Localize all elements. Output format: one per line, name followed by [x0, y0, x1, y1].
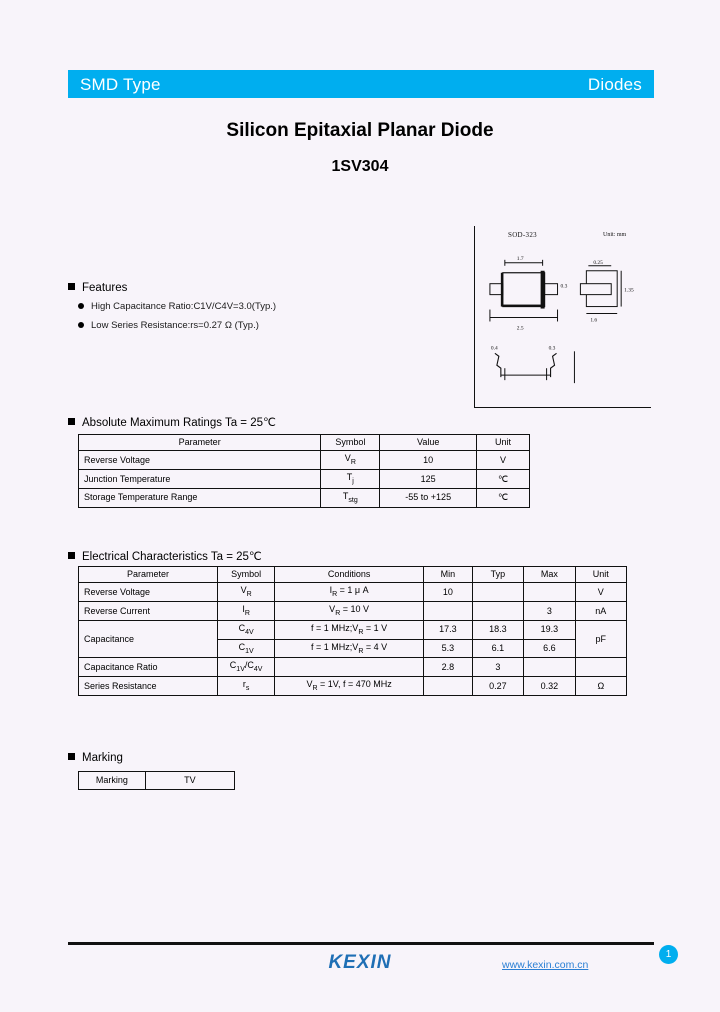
cell-unit: ℃ — [477, 469, 530, 488]
cell-symbol — [218, 620, 275, 639]
table-row — [79, 488, 530, 507]
cell-conditions — [275, 677, 424, 696]
cell-max: 0.32 — [524, 677, 575, 696]
features-heading — [68, 282, 127, 294]
conditions-subscript: R — [358, 628, 364, 636]
feature-text: Low Series Resistance:rs=0.27 Ω (Typ.) — [91, 320, 259, 331]
cell-symbol — [218, 601, 275, 620]
cell-unit: nA — [575, 601, 626, 620]
symbol-subscript: 4V — [245, 628, 254, 636]
conditions-base: f = 1 MHz;V — [311, 622, 359, 633]
electrical-characteristics-table — [78, 566, 627, 696]
marking-heading-label: Marking — [82, 752, 123, 764]
cell-unit — [575, 658, 626, 677]
abs-heading-label: Absolute Maximum Ratings Ta = 25℃ — [82, 417, 276, 429]
cell-min — [424, 677, 473, 696]
cell-parameter: Storage Temperature Range — [79, 488, 321, 507]
cell-symbol — [321, 488, 380, 507]
cell-min: 10 — [424, 583, 473, 602]
bullet-square-icon — [68, 418, 75, 425]
cell-symbol — [218, 658, 275, 677]
table-row — [79, 677, 627, 696]
marking-table — [78, 771, 235, 790]
column-header-typ: Typ — [472, 567, 523, 583]
symbol-subscript-2: 4V — [253, 666, 263, 674]
cell-typ: 3 — [472, 658, 523, 677]
features-heading-label: Features — [82, 282, 128, 294]
package-unit-note: Unit: mm — [603, 232, 627, 238]
bullet-square-icon — [68, 753, 75, 760]
conditions-subscript: R — [358, 647, 364, 655]
conditions-subscript: R — [332, 590, 338, 598]
feature-item — [78, 301, 276, 312]
cell-parameter: Junction Temperature — [79, 469, 321, 488]
table-row — [79, 772, 235, 790]
cell-symbol — [218, 639, 275, 658]
symbol-base: T — [342, 490, 349, 501]
symbol-subscript: 1V — [245, 647, 254, 655]
page-title: Silicon Epitaxial Planar Diode — [226, 120, 494, 141]
column-header-unit: Unit — [477, 435, 530, 451]
website-link[interactable]: www.kexin.com.cn — [502, 959, 589, 971]
cell-parameter: Reverse Voltage — [79, 451, 321, 470]
table-header-row — [79, 567, 627, 583]
header-right-label: Diodes — [587, 74, 642, 94]
table-row — [79, 583, 627, 602]
symbol-base: r — [242, 679, 246, 690]
bullet-square-icon — [68, 283, 75, 290]
package-name: SOD-323 — [508, 231, 537, 239]
cell-min: 17.3 — [424, 620, 473, 639]
cell-value: 10 — [380, 451, 477, 470]
absolute-maximum-ratings-heading — [68, 415, 276, 429]
symbol-base: I — [242, 603, 245, 614]
symbol-subscript: R — [244, 609, 250, 617]
ec-heading-label: Electrical Characteristics Ta = 25℃ — [82, 551, 262, 563]
cell-max — [524, 658, 575, 677]
cell-conditions — [275, 583, 424, 602]
svg-text:0.3: 0.3 — [548, 345, 556, 352]
column-header-parameter: Parameter — [79, 435, 321, 451]
cell-typ — [472, 601, 523, 620]
cell-typ: 0.27 — [472, 677, 523, 696]
cell-unit: V — [477, 451, 530, 470]
column-header-parameter: Parameter — [79, 567, 218, 583]
header-bar — [68, 70, 654, 98]
marking-heading — [68, 752, 123, 764]
svg-text:2.5: 2.5 — [516, 325, 524, 332]
cell-symbol — [218, 583, 275, 602]
feature-item — [78, 320, 259, 331]
cell-parameter: Capacitance Ratio — [79, 658, 218, 677]
cell-parameter: Series Resistance — [79, 677, 218, 696]
cell-typ — [472, 583, 523, 602]
column-header-conditions: Conditions — [275, 567, 424, 583]
symbol-subscript: R — [246, 590, 252, 598]
conditions-rest: = 4 V — [363, 641, 388, 652]
cell-max — [524, 583, 575, 602]
conditions-base: f = 1 MHz;V — [311, 641, 359, 652]
conditions-base: V — [306, 679, 313, 690]
cell-conditions — [275, 620, 424, 639]
column-header-value: Value — [380, 435, 477, 451]
cell-typ: 18.3 — [472, 620, 523, 639]
footer-divider — [68, 942, 654, 945]
cell-min — [424, 601, 473, 620]
package-drawing — [474, 226, 651, 408]
conditions-rest: = 1V, f = 470 MHz — [317, 679, 392, 690]
conditions-base: I — [329, 585, 333, 595]
svg-text:1.35: 1.35 — [624, 287, 634, 294]
cell-marking-label: Marking — [79, 772, 146, 790]
table-row — [79, 658, 627, 677]
electrical-characteristics-heading — [68, 549, 262, 563]
cell-marking-code: TV — [145, 772, 234, 790]
cell-unit: pF — [575, 620, 626, 658]
symbol-subscript: stg — [348, 496, 358, 504]
symbol-subscript: R — [350, 458, 356, 466]
svg-text:1.6: 1.6 — [590, 317, 598, 324]
cell-unit: Ω — [575, 677, 626, 696]
cell-unit: ℃ — [477, 488, 530, 507]
symbol-subscript: 1V — [236, 666, 245, 674]
table-row — [79, 620, 627, 639]
cell-parameter: Capacitance — [79, 620, 218, 658]
svg-text:0.25: 0.25 — [593, 259, 603, 266]
cell-value: -55 to +125 — [380, 488, 477, 507]
conditions-base: V — [329, 603, 336, 614]
cell-min: 2.8 — [424, 658, 473, 677]
symbol-base: C — [229, 660, 237, 671]
cell-conditions — [275, 601, 424, 620]
package-outline-svg — [475, 226, 651, 407]
cell-conditions — [275, 639, 424, 658]
table-row — [79, 469, 530, 488]
company-logo: KEXIN — [328, 952, 392, 973]
symbol-subscript: j — [352, 477, 354, 485]
column-header-max: Max — [524, 567, 575, 583]
page-number-badge: 1 — [659, 945, 678, 964]
conditions-rest: = 1 μ A — [337, 585, 369, 595]
svg-text:1.7: 1.7 — [516, 255, 524, 262]
bullet-dot-icon — [78, 322, 84, 328]
cell-symbol — [321, 451, 380, 470]
table-header-row — [79, 435, 530, 451]
column-header-min: Min — [424, 567, 473, 583]
conditions-subscript: R — [335, 609, 341, 617]
cell-parameter: Reverse Current — [79, 601, 218, 620]
cell-typ: 6.1 — [472, 639, 523, 658]
cell-max: 3 — [524, 601, 575, 620]
symbol-base: T — [346, 471, 353, 482]
symbol-base: V — [344, 453, 351, 463]
symbol-rest: /C — [244, 660, 254, 671]
cell-symbol — [218, 677, 275, 696]
column-header-symbol: Symbol — [321, 435, 380, 451]
feature-text: High Capacitance Ratio:C1V/C4V=3.0(Typ.) — [91, 301, 277, 312]
cell-max: 6.6 — [524, 639, 575, 658]
bullet-square-icon — [68, 552, 75, 559]
part-number: 1SV304 — [331, 158, 389, 175]
cell-conditions — [275, 658, 424, 677]
conditions-rest: = 10 V — [340, 603, 370, 614]
svg-text:0.3: 0.3 — [560, 283, 568, 290]
cell-parameter: Reverse Voltage — [79, 583, 218, 602]
bullet-dot-icon — [78, 303, 84, 309]
cell-min: 5.3 — [424, 639, 473, 658]
table-row — [79, 451, 530, 470]
cell-symbol — [321, 469, 380, 488]
symbol-base: C — [238, 641, 246, 652]
symbol-base: V — [240, 585, 247, 595]
header-left-label: SMD Type — [80, 74, 161, 94]
symbol-base: C — [238, 622, 246, 633]
column-header-symbol: Symbol — [218, 567, 275, 583]
symbol-subscript: s — [245, 685, 250, 693]
cell-value: 125 — [380, 469, 477, 488]
svg-text:0.4: 0.4 — [490, 345, 498, 352]
absolute-maximum-ratings-table — [78, 434, 530, 508]
cell-max: 19.3 — [524, 620, 575, 639]
conditions-rest: = 1 V — [363, 622, 388, 633]
column-header-unit: Unit — [575, 567, 626, 583]
table-row — [79, 601, 627, 620]
cell-unit: V — [575, 583, 626, 602]
conditions-subscript: R — [312, 685, 318, 693]
